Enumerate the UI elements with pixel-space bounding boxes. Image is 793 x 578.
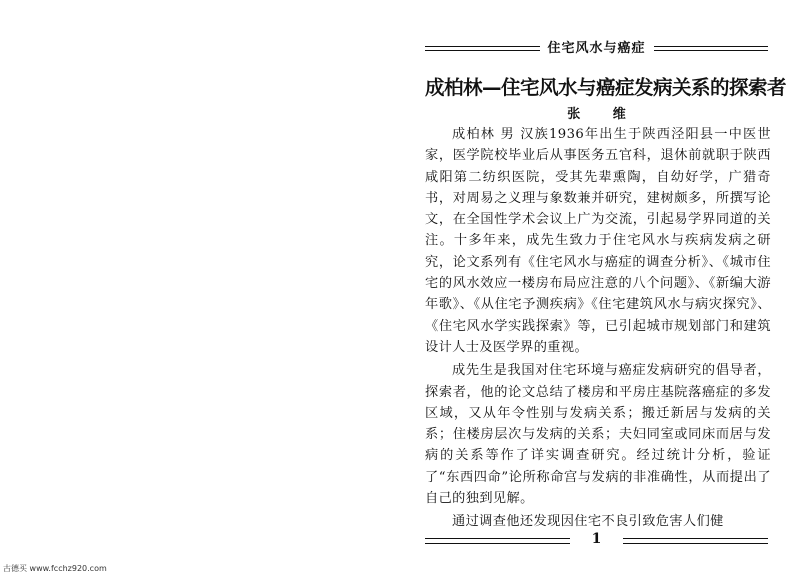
paragraph: 成柏林 男 汉族1936年出生于陕西泾阳县一中医世家，医学院校毕业后从事医务五官科，退休前就职于陕西咸阳第二纺织医院，受其先辈熏陶，自幼好学，广猎奇书，对周易之义理与象数兼并研究，建树颇多，所撰写论文，在全国性学术会议上广为交流，引起易学界同道的关注。十多年来，成先生致力于住宅风水与疾病发病之研究，论文系列有《住宅风水与癌症的调查分析》、《城市住宅的风水效应一楼房布局应注意的八个问题》、《新编大游年歌》、《从住宅予测疾病》《住宅建筑风水与病灾探究》、《住宅风水学实践探索》等，已引起城市规划部门和建筑设计人士及医学界的重视。 (425, 127, 771, 355)
running-header (425, 39, 768, 61)
footer-rule-right (623, 538, 768, 544)
paragraph: 成先生是我国对住宅环境与癌症发病研究的倡导者，探索者，他的论文总结了楼房和平房庄基院落癌症的多发区域，又从年令性别与发病关系；搬迁新居与发病的关系；住楼房层次与发病的关系；夫妇同室或同床而居与发病的关系等作了详实调查研究。经过统计分析，验证了“东西四命”论所称命宫与发病的非准确性，从而提出了自己的独到见解。 (425, 363, 771, 507)
page-number: 1 (591, 531, 602, 547)
article-author: 张 维 (567, 107, 640, 122)
running-title: 住宅风水与癌症 (539, 37, 653, 56)
paragraph: 通过调查他还发现因住宅不良引致危害人们健 (452, 514, 724, 530)
article-body (425, 124, 771, 535)
page-footer (425, 531, 768, 550)
article-title: 成柏林—住宅风水与癌症发病关系的探索者 (425, 76, 787, 99)
footer-rule-left (425, 538, 570, 544)
site-watermark: 古德买 www.fcchz920.com (3, 564, 107, 573)
